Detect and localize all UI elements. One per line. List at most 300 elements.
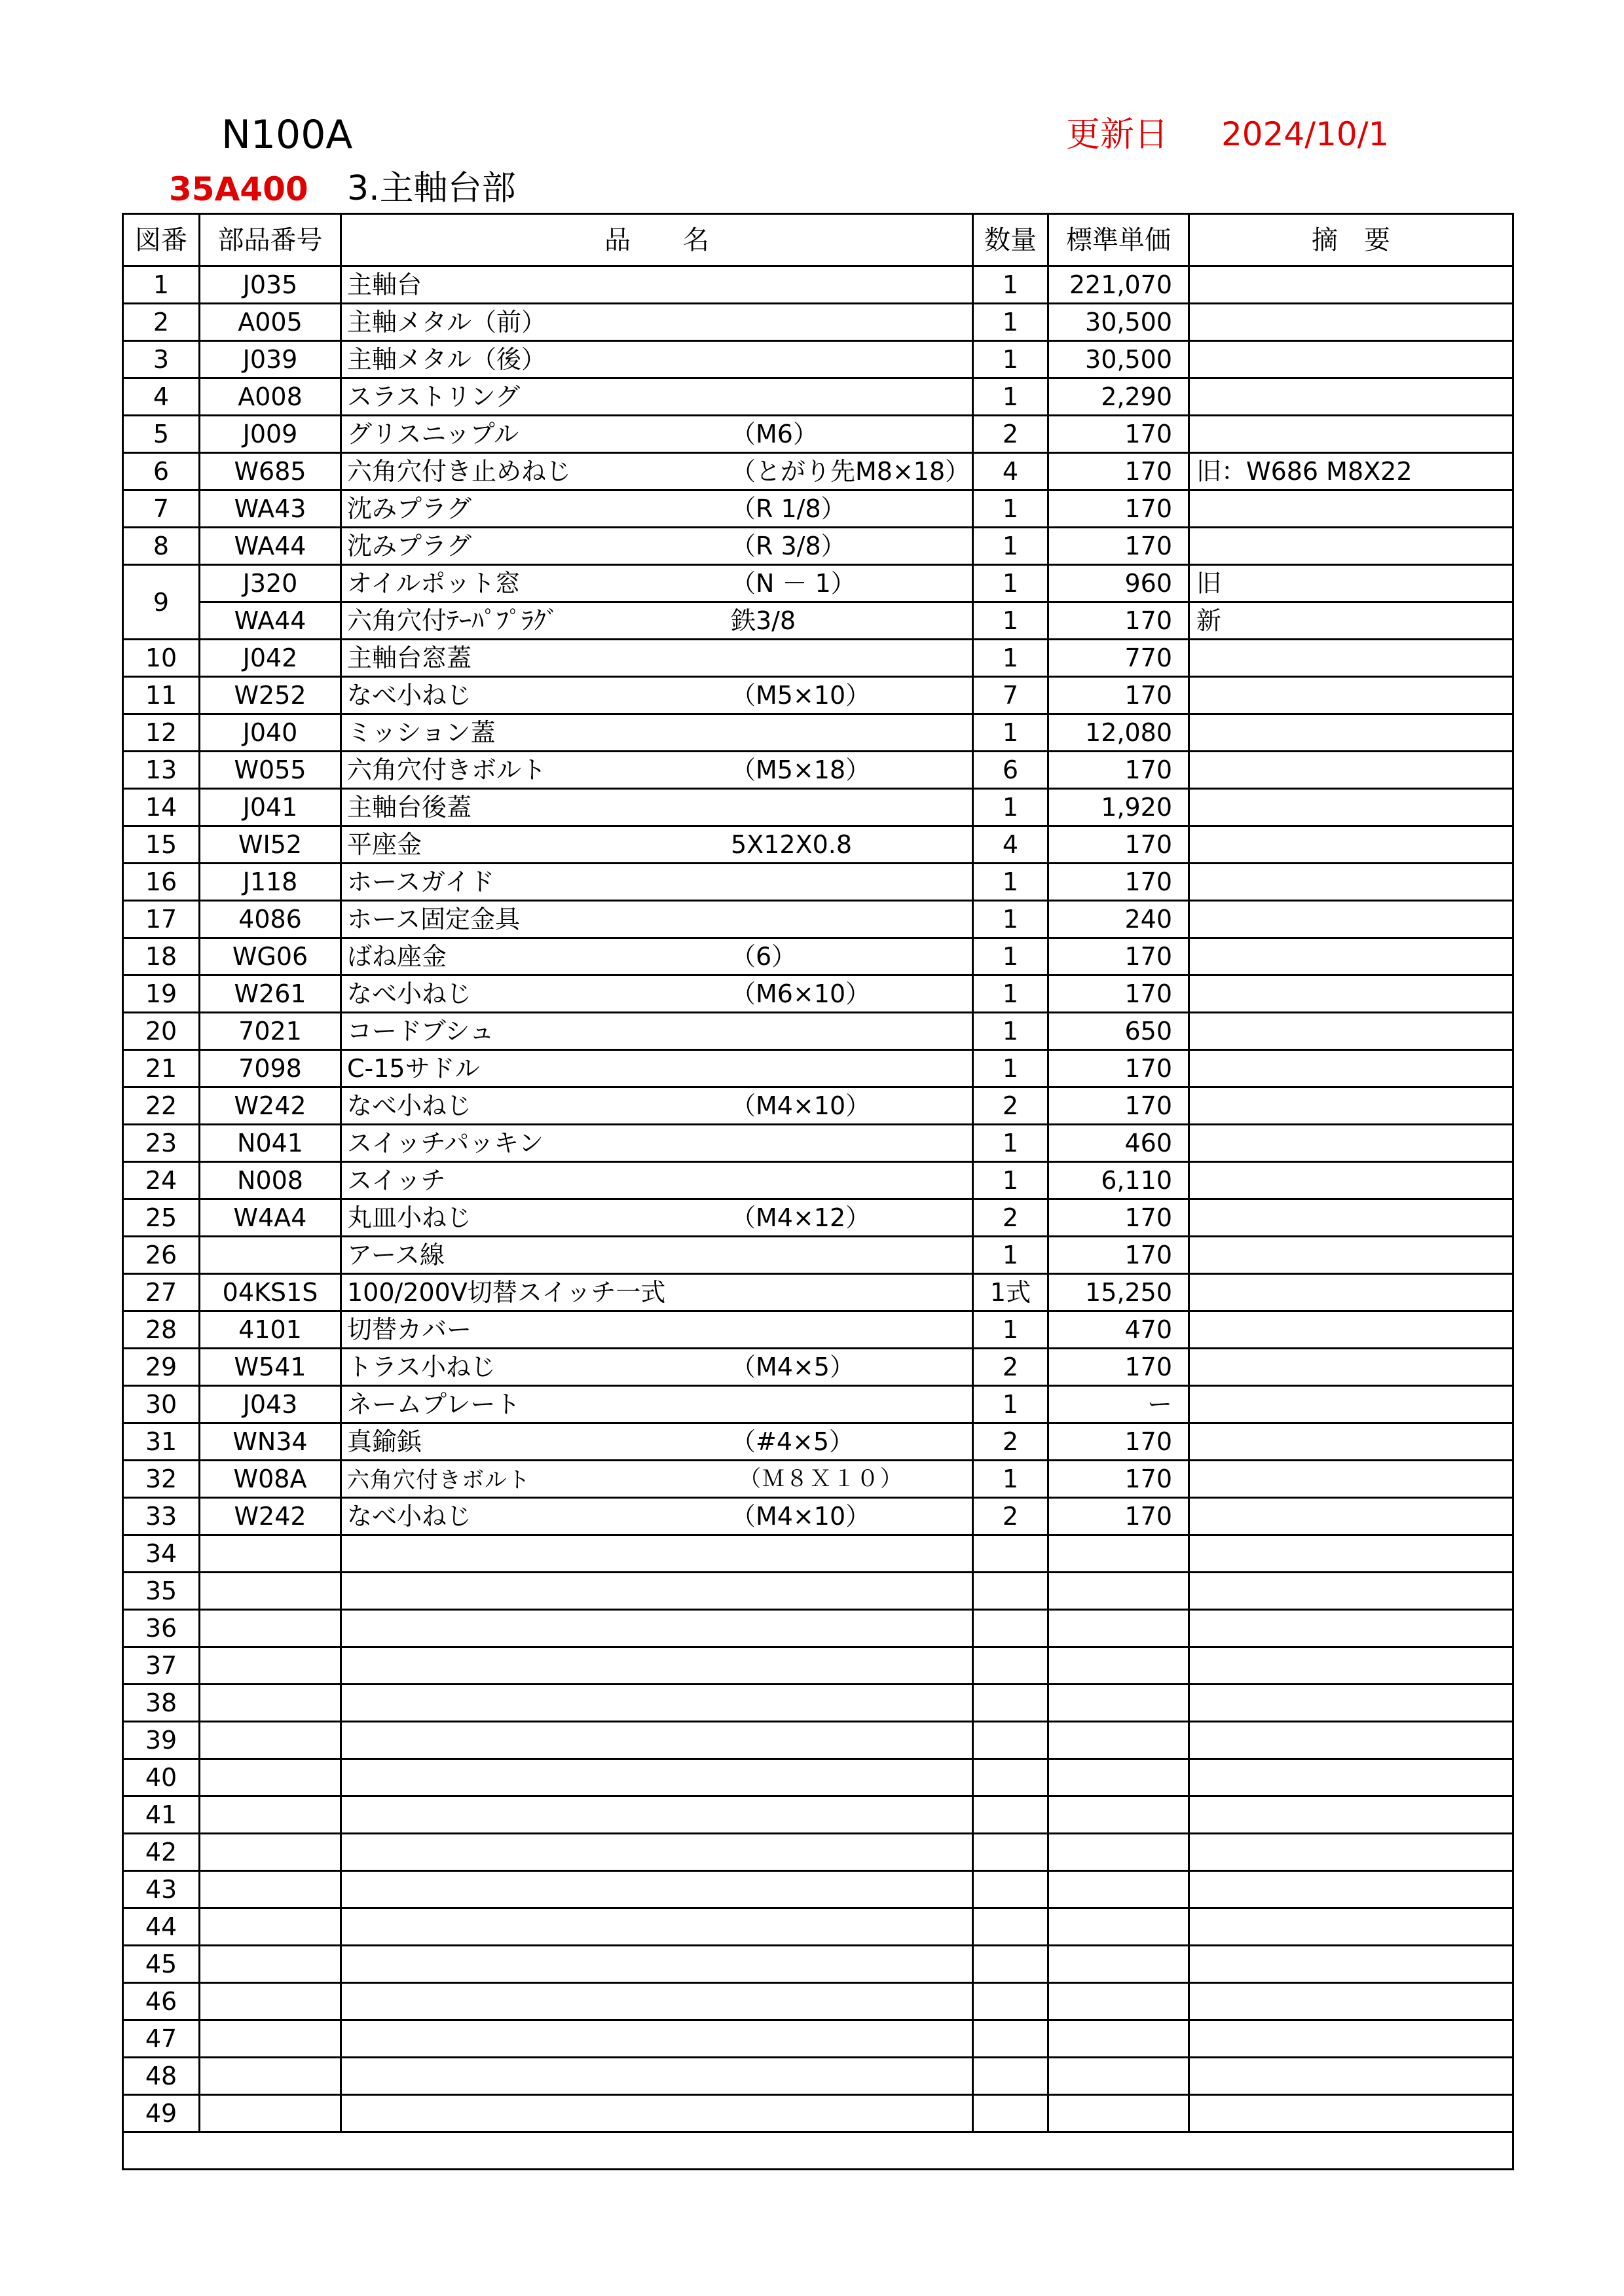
row-part-name: 主軸メタル（前） [347,308,547,337]
row-part-name: 主軸台後蓋 [347,793,472,822]
row-part-name-cell [341,2020,973,2058]
row-part-name-cell [341,1573,973,1610]
row-qty: 2 [973,1349,1048,1386]
row-price [1048,2058,1189,2095]
row-part-name: スイッチパッキン [347,1129,544,1157]
row-part-no: J009 [200,416,341,453]
row-part-no [200,1871,341,1908]
table-row [123,453,1513,490]
row-qty [973,1647,1048,1685]
row-part-name: 主軸台 [347,270,422,299]
row-part-name-cell [341,1759,973,1796]
row-part-no [200,1573,341,1610]
row-price: 770 [1048,640,1189,677]
row-note [1189,1685,1513,1722]
table-row [123,490,1513,528]
row-price: 30,500 [1048,341,1189,378]
row-figure-no: 24 [123,1162,200,1199]
table-header-row [123,214,1513,266]
row-price: 650 [1048,1013,1189,1050]
table-row [123,2095,1513,2132]
row-part-spec: 鉄3/8 [731,606,796,635]
row-price [1048,1573,1189,1610]
table-row [123,1162,1513,1199]
table-row [123,266,1513,304]
row-figure-no: 14 [123,789,200,826]
row-part-no: J039 [200,341,341,378]
row-part-name: 六角穴付きボルト [347,756,547,784]
table-row [123,1013,1513,1050]
row-qty: 2 [973,1423,1048,1461]
row-qty: 4 [973,453,1048,490]
row-note [1189,901,1513,938]
row-note [1189,1647,1513,1685]
row-qty: 1 [973,528,1048,565]
row-figure-no: 20 [123,1013,200,1050]
row-part-name-cell [341,1349,973,1386]
row-note [1189,1535,1513,1573]
row-part-no: W055 [200,752,341,789]
row-figure-no: 18 [123,938,200,975]
row-qty [973,2095,1048,2132]
row-part-name-cell [341,1311,973,1349]
table-row [123,378,1513,416]
row-part-name-cell [341,1946,973,1983]
row-part-spec: （M4×10） [731,1091,871,1120]
row-note [1189,1199,1513,1237]
row-part-name-cell [341,1722,973,1759]
row-part-name-cell [341,2095,973,2132]
row-part-name: オイルポット窓 [347,569,521,598]
row-price [1048,2095,1189,2132]
row-qty [973,2058,1048,2095]
row-figure-no: 8 [123,528,200,565]
row-figure-no: 16 [123,864,200,901]
row-part-name: 切替カバー [347,1315,472,1344]
table-row [123,565,1513,602]
row-part-name-cell [341,1498,973,1535]
table-row [123,2020,1513,2058]
row-part-name-cell [341,1983,973,2020]
update-date: 2024/10/1 [1221,115,1390,153]
row-qty: 1 [973,901,1048,938]
row-note [1189,1573,1513,1610]
row-figure-no: 15 [123,826,200,864]
row-qty: 6 [973,752,1048,789]
row-qty: 1 [973,1050,1048,1087]
row-part-name-cell [341,1050,973,1087]
row-part-name: ホースガイド [347,867,494,896]
table-row [123,1759,1513,1796]
row-part-name: トラス小ねじ [347,1353,496,1381]
parts-code: 35A400 [169,170,308,208]
row-qty: 1 [973,1162,1048,1199]
section-title: 3.主軸台部 [347,169,516,208]
table-row [123,416,1513,453]
row-price: 221,070 [1048,266,1189,304]
row-part-name: 100/200V切替スイッチ一式 [347,1278,666,1307]
row-part-name-cell [341,640,973,677]
row-part-spec: （6） [731,942,797,971]
table-row [123,864,1513,901]
row-part-no: J042 [200,640,341,677]
row-note [1189,1461,1513,1498]
row-note [1189,864,1513,901]
row-part-name-cell [341,677,973,714]
row-part-no: W541 [200,1349,341,1386]
row-price [1048,1908,1189,1946]
row-price: 170 [1048,1498,1189,1535]
row-part-no [200,1834,341,1871]
model-name: N100A [221,112,353,158]
row-price [1048,1796,1189,1834]
col-header-no: 図番 [123,214,200,266]
table-footer-row [123,2132,1513,2170]
row-part-no: WA43 [200,490,341,528]
row-qty: 1 [973,1237,1048,1274]
row-price: ー [1048,1386,1189,1423]
col-header-price: 標準単価 [1048,214,1189,266]
row-figure-no: 28 [123,1311,200,1349]
row-note [1189,1498,1513,1535]
row-figure-no: 25 [123,1199,200,1237]
row-part-no [200,1685,341,1722]
row-note [1189,1834,1513,1871]
table-row [123,789,1513,826]
row-part-name-cell [341,1237,973,1274]
row-qty: 1 [973,266,1048,304]
row-note [1189,490,1513,528]
row-part-name-cell [341,2058,973,2095]
row-price: 170 [1048,864,1189,901]
row-part-no [200,1946,341,1983]
table-row [123,901,1513,938]
row-part-spec: （M4×12） [731,1203,871,1232]
row-part-no: N008 [200,1162,341,1199]
row-figure-no: 38 [123,1685,200,1722]
row-qty: 7 [973,677,1048,714]
row-figure-no: 31 [123,1423,200,1461]
row-part-name: 六角穴付き止めねじ [347,457,572,486]
row-price: 170 [1048,1423,1189,1461]
row-part-no: WN34 [200,1423,341,1461]
row-part-spec: （R 3/8） [731,532,846,560]
row-figure-no: 21 [123,1050,200,1087]
col-header-qty: 数量 [973,214,1048,266]
row-note [1189,1050,1513,1087]
row-part-spec: （とがり先M8×18） [731,457,970,486]
row-qty [973,1946,1048,1983]
row-price [1048,1647,1189,1685]
row-part-no: J043 [200,1386,341,1423]
row-part-name-cell [341,602,973,640]
row-part-spec: （#4×5） [731,1427,855,1456]
table-row [123,1722,1513,1759]
row-part-name: C-15サドル [347,1054,480,1083]
row-part-name: コードブシュ [347,1017,494,1046]
table-row [123,1050,1513,1087]
row-part-name: 六角穴付ﾃｰﾊﾟﾌﾟﾗｸﾞ [347,606,559,635]
row-part-name-cell [341,1274,973,1311]
row-qty [973,1759,1048,1796]
row-note [1189,1983,1513,2020]
row-note [1189,1162,1513,1199]
row-figure-no: 47 [123,2020,200,2058]
row-part-no: W261 [200,975,341,1013]
row-qty: 1 [973,378,1048,416]
row-qty: 4 [973,826,1048,864]
row-part-no: WA44 [200,602,341,640]
row-note [1189,1274,1513,1311]
row-note [1189,2095,1513,2132]
row-part-name-cell [341,378,973,416]
row-part-name: 沈みプラグ [347,532,472,560]
table-row [123,1461,1513,1498]
table-row [123,1610,1513,1647]
row-part-no: W08A [200,1461,341,1498]
row-part-name-cell [341,1125,973,1162]
row-figure-no: 27 [123,1274,200,1311]
row-qty: 2 [973,416,1048,453]
row-figure-no: 36 [123,1610,200,1647]
table-body [123,266,1513,2170]
table-row [123,677,1513,714]
col-header-part-no: 部品番号 [200,214,341,266]
row-part-name: スイッチ [347,1166,446,1195]
row-qty [973,1722,1048,1759]
row-part-name: ばね座金 [347,942,447,971]
row-part-no: A005 [200,304,341,341]
row-part-name-cell [341,938,973,975]
row-part-no: 4101 [200,1311,341,1349]
table-row [123,1237,1513,1274]
row-qty: 1 [973,1013,1048,1050]
table-row [123,1349,1513,1386]
row-part-no: 4086 [200,901,341,938]
row-qty: 1 [973,304,1048,341]
row-note [1189,341,1513,378]
table-row [123,714,1513,752]
row-price [1048,1535,1189,1573]
row-part-name-cell [341,304,973,341]
table-row [123,1573,1513,1610]
col-header-note: 摘 要 [1189,214,1513,266]
row-part-name: ホース固定金具 [347,905,521,934]
row-part-name: なべ小ねじ [347,681,472,710]
table-row [123,1535,1513,1573]
row-qty: 1 [973,565,1048,602]
row-qty: 2 [973,1199,1048,1237]
table-row [123,1871,1513,1908]
row-qty: 1 [973,490,1048,528]
row-note [1189,677,1513,714]
row-part-name-cell [341,1871,973,1908]
row-qty: 1 [973,640,1048,677]
row-price: 170 [1048,453,1189,490]
row-figure-no: 39 [123,1722,200,1759]
row-part-name-cell [341,826,973,864]
row-figure-no: 9 [123,565,200,640]
table-row [123,1199,1513,1237]
row-part-no: W4A4 [200,1199,341,1237]
row-note [1189,789,1513,826]
table-row [123,1423,1513,1461]
row-note [1189,640,1513,677]
row-price: 470 [1048,1311,1189,1349]
row-part-name-cell [341,490,973,528]
row-figure-no: 43 [123,1871,200,1908]
table-footer-cell [123,2132,1513,2170]
row-part-name-cell [341,864,973,901]
row-part-name-cell [341,1162,973,1199]
table-row [123,1946,1513,1983]
row-part-spec: 5X12X0.8 [731,830,853,859]
row-figure-no: 46 [123,1983,200,2020]
row-note [1189,752,1513,789]
row-price [1048,1722,1189,1759]
row-part-name: ネームプレート [347,1390,521,1419]
row-note [1189,1610,1513,1647]
row-figure-no: 37 [123,1647,200,1685]
row-note [1189,1722,1513,1759]
row-part-spec: （M4×10） [731,1502,871,1531]
row-part-name: 主軸台窓蓋 [347,644,472,672]
row-part-no: W242 [200,1087,341,1125]
row-note [1189,2020,1513,2058]
table-row [123,602,1513,640]
row-part-spec: （M6×10） [731,979,871,1008]
row-part-name-cell [341,1685,973,1722]
row-part-no [200,1535,341,1573]
row-part-no [200,2058,341,2095]
row-part-name-cell [341,975,973,1013]
row-note [1189,826,1513,864]
row-figure-no: 22 [123,1087,200,1125]
row-figure-no: 3 [123,341,200,378]
row-qty: 1 [973,1311,1048,1349]
row-note [1189,1871,1513,1908]
row-part-name: アース線 [347,1241,445,1269]
table-row [123,304,1513,341]
row-figure-no: 2 [123,304,200,341]
row-note [1189,1349,1513,1386]
row-part-no: 7021 [200,1013,341,1050]
row-part-no [200,1237,341,1274]
row-note [1189,1087,1513,1125]
row-price [1048,1871,1189,1908]
row-qty: 1 [973,714,1048,752]
row-part-name: 平座金 [347,830,422,859]
row-part-no: W685 [200,453,341,490]
row-part-no: N041 [200,1125,341,1162]
row-part-no [200,1796,341,1834]
row-part-spec: （M5×10） [731,681,871,710]
table-row [123,1498,1513,1535]
row-part-no [200,1647,341,1685]
row-part-name-cell [341,565,973,602]
row-part-name: 丸皿小ねじ [347,1203,472,1232]
row-qty: 2 [973,1498,1048,1535]
row-figure-no: 41 [123,1796,200,1834]
row-note [1189,1796,1513,1834]
row-part-spec: （M5×18） [731,756,871,784]
row-qty [973,1796,1048,1834]
row-price: 460 [1048,1125,1189,1162]
row-part-spec: （Ｍ８Ｘ１０） [739,1466,904,1492]
row-qty [973,2020,1048,2058]
row-price: 6,110 [1048,1162,1189,1199]
table-row [123,1386,1513,1423]
table-row [123,341,1513,378]
row-part-name-cell [341,1610,973,1647]
row-price: 170 [1048,1050,1189,1087]
row-price: 1,920 [1048,789,1189,826]
row-part-name-cell [341,416,973,453]
row-part-name-cell [341,1796,973,1834]
row-figure-no: 30 [123,1386,200,1423]
row-part-no: W252 [200,677,341,714]
row-note [1189,1311,1513,1349]
row-part-no [200,2020,341,2058]
row-part-no [200,2095,341,2132]
row-note [1189,714,1513,752]
row-part-name-cell [341,1908,973,1946]
row-part-name-cell [341,1647,973,1685]
row-note: 旧：W686 M8X22 [1189,453,1513,490]
row-part-no: WG06 [200,938,341,975]
row-part-name-cell [341,901,973,938]
row-part-no: 7098 [200,1050,341,1087]
row-price: 170 [1048,752,1189,789]
row-figure-no: 33 [123,1498,200,1535]
row-part-spec: （M4×5） [731,1353,855,1381]
table-row [123,1834,1513,1871]
row-part-no: A008 [200,378,341,416]
row-part-no [200,1908,341,1946]
row-price: 170 [1048,528,1189,565]
row-part-name: なべ小ねじ [347,1502,472,1531]
row-price: 170 [1048,602,1189,640]
table-row [123,2058,1513,2095]
row-price: 170 [1048,826,1189,864]
row-figure-no: 7 [123,490,200,528]
row-part-name: 主軸メタル（後） [347,345,547,374]
row-qty: 1 [973,1125,1048,1162]
row-part-no: J041 [200,789,341,826]
row-price [1048,1685,1189,1722]
table-row [123,975,1513,1013]
row-part-no: J118 [200,864,341,901]
row-qty: 1式 [973,1274,1048,1311]
row-note [1189,1946,1513,1983]
row-price: 12,080 [1048,714,1189,752]
row-figure-no: 23 [123,1125,200,1162]
table-row [123,1685,1513,1722]
row-part-spec: （R 1/8） [731,494,846,523]
row-price: 240 [1048,901,1189,938]
row-price [1048,1759,1189,1796]
row-part-name: グリスニップル [347,420,519,448]
row-qty [973,1685,1048,1722]
row-part-name-cell [341,789,973,826]
row-part-no: J320 [200,565,341,602]
row-price: 15,250 [1048,1274,1189,1311]
table-row [123,1908,1513,1946]
row-part-name-cell [341,714,973,752]
row-figure-no: 49 [123,2095,200,2132]
row-qty: 1 [973,789,1048,826]
row-figure-no: 12 [123,714,200,752]
